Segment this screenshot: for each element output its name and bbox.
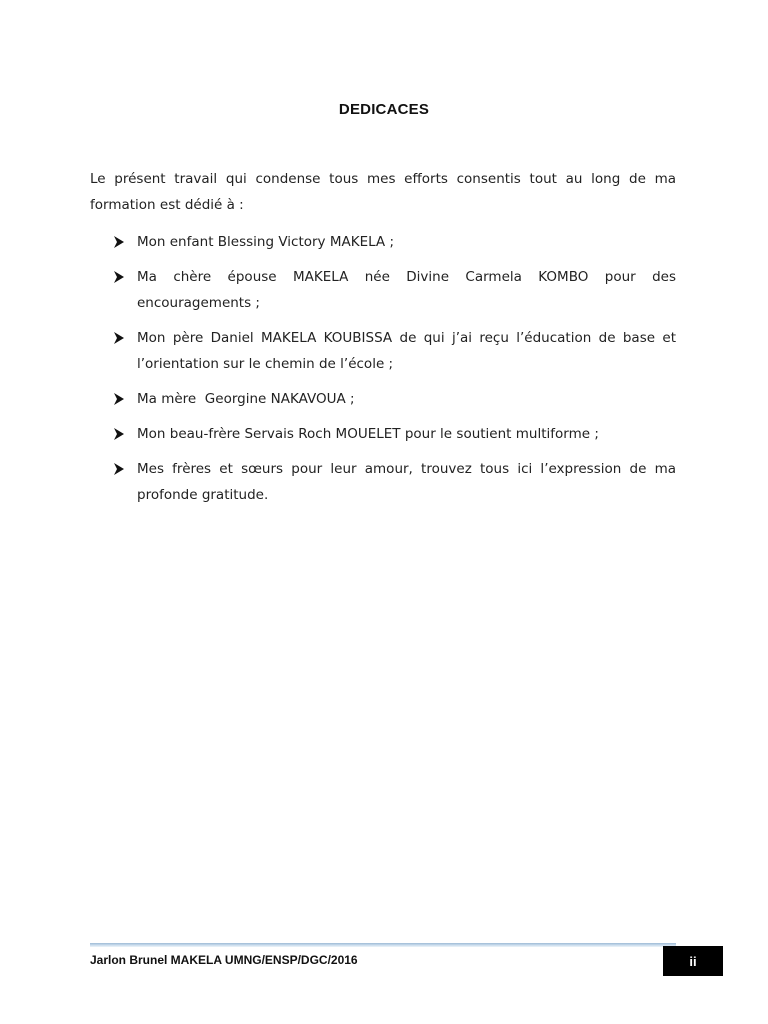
arrowhead-bullet-icon [113,270,125,284]
arrowhead-bullet-icon [113,462,125,476]
list-item [113,325,676,377]
intro-paragraph: Le présent travail qui condense tous mes efforts consentis tout au long de ma formation est dédié à : [90,171,676,213]
arrowhead-bullet-icon [113,235,125,249]
footer-author: Jarlon Brunel MAKELA UMNG/ENSP/DGC/2016 [90,953,358,967]
page-number: ii [663,946,723,976]
list-item [113,229,676,255]
list-item-text: Mon enfant Blessing Victory MAKELA ; [137,234,395,250]
list-item [113,456,676,508]
list-item [113,421,676,447]
list-item-text: Mes frères et sœurs pour leur amour, trouvez tous ici l’expression de ma profonde gratitude. [137,461,676,503]
arrowhead-bullet-icon [113,427,125,441]
arrowhead-bullet-icon [113,331,125,345]
list-item-text: Mon père Daniel MAKELA KOUBISSA de qui j’ai reçu l’éducation de base et l’orientation sur le chemin de l’école ; [137,330,676,372]
arrowhead-bullet-icon [113,392,125,406]
list-item-text: Mon beau-frère Servais Roch MOUELET pour le soutient multiforme ; [137,426,599,442]
page-title: DEDICACES [338,101,430,118]
list-item-text: Ma chère épouse MAKELA née Divine Carmela KOMBO pour des encouragements ; [137,269,676,311]
footer-divider [90,943,676,947]
list-item [113,386,676,412]
list-item-text: Ma mère Georgine NAKAVOUA ; [137,391,355,407]
dedication-list [113,229,676,517]
list-item [113,264,676,316]
